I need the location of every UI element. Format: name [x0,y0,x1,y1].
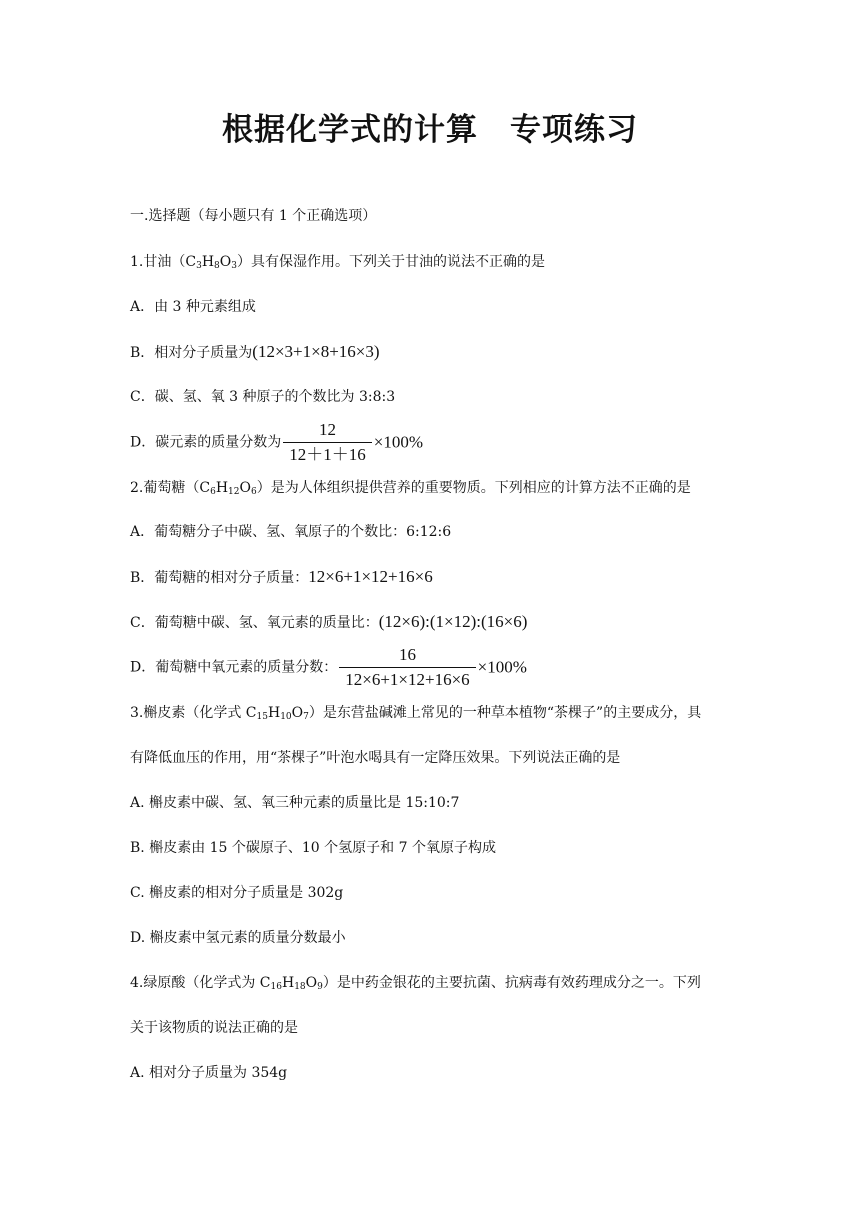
question-1-option-b: B．相对分子质量为(12×3+1×8+16×3) [130,342,380,361]
question-4-stem-line-1: 4.绿原酸（化学式为 $C_{16}H_{18}O_9$）是中药金银花的主要抗菌、抗病毒有效药理成分之一。下列 [130,975,701,992]
question-2-stem: 2.葡萄糖$(C_6H_{12}O_6)$是为人体组织提供营养的重要物质。下列相应的计算方法不正确的是 [130,480,691,497]
question-1-stem: 1.甘油$(C_3H_8O_3)$具有保湿作用。下列关于甘油的说法不正确的是 [130,254,545,271]
question-1-option-a: A．由 3 种元素组成 [130,299,256,315]
question-1-option-d: D．碳元素的质量分数为 $\frac{12}{12+1+16}$ ×100% [130,420,423,464]
question-4-option-a: A. 相对分子质量为 354g [130,1065,288,1081]
question-3-option-b: B. 槲皮素由 15 个碳原子、10 个氢原子和 7 个氧原子构成 [130,840,496,856]
question-3-stem-line-1: 3.槲皮素（化学式 $C_{15}H_{10}O_7$）是东营盐碱滩上常见的一种草本植物“茶棵子”的主要成分，具 [130,705,702,722]
question-2-option-c: C．葡萄糖中碳、氢、氧元素的质量比：(12×6):(1×12):(16×6) [130,612,528,631]
question-3-option-a: A. 槲皮素中碳、氢、氧三种元素的质量比是 15:10:7 [130,795,460,811]
question-4-stem-line-2: 关于该物质的说法正确的是 [130,1020,298,1036]
question-2-option-a: A．葡萄糖分子中碳、氢、氧原子的个数比：6:12:6 [130,524,452,540]
question-2-option-d: D．葡萄糖中氧元素的质量分数： $\frac{16}{12\times 6+1\times 12+16\times 6}$ ×100% [130,645,527,689]
page-title: 根据化学式的计算 专项练习 [222,112,638,148]
question-1-option-c: C．碳、氢、氧 3 种原子的个数比为 3:8:3 [130,389,396,405]
section-heading: 一.选择题（每小题只有 1 个正确选项） [130,208,377,224]
question-2-option-b: B．葡萄糖的相对分子质量：12×6+1×12+16×6 [130,567,433,586]
fraction: $\frac{16}{12\times 6+1\times 12+16\times 6}$ [339,645,475,690]
question-3-option-c: C. 槲皮素的相对分子质量是 302g [130,885,344,901]
fraction: $\frac{12}{12+1+16}$ [283,420,372,465]
question-3-stem-line-2: 有降低血压的作用，用“茶棵子”叶泡水喝具有一定降压效果。下列说法正确的是 [130,750,621,766]
question-3-option-d: D. 槲皮素中氢元素的质量分数最小 [130,930,346,946]
